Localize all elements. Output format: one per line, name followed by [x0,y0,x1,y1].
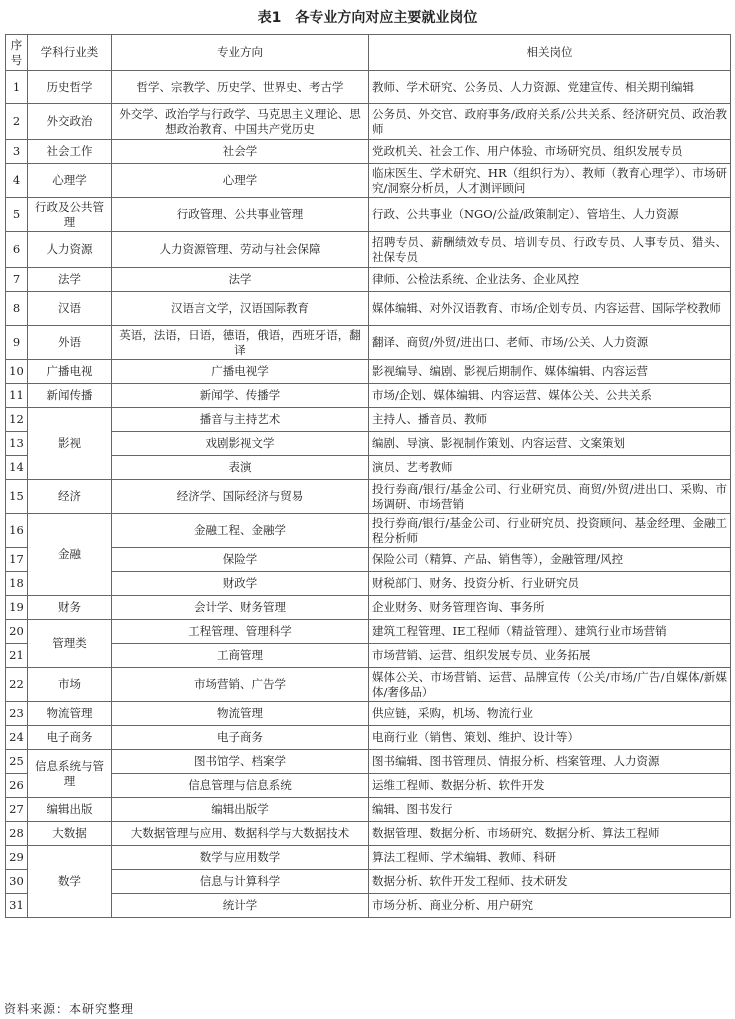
direction-cell: 统计学 [112,894,369,918]
row-number: 5 [6,198,28,232]
direction-cell: 大数据管理与应用、数据科学与大数据技术 [112,822,369,846]
table-row [6,644,731,668]
table-row [6,164,731,198]
jobs-cell: 律师、公检法系统、企业法务、企业风控 [369,268,731,292]
direction-cell: 信息管理与信息系统 [112,774,369,798]
jobs-cell: 算法工程师、学术编辑、教师、科研 [369,846,731,870]
row-number: 9 [6,326,28,360]
table-row [6,326,731,360]
direction-cell: 保险学 [112,548,369,572]
jobs-cell: 财税部门、财务、投资分析、行业研究员 [369,572,731,596]
row-number: 20 [6,620,28,644]
direction-cell: 汉语言文学，汉语国际教育 [112,292,369,326]
jobs-cell: 影视编导、编剧、影视后期制作、媒体编辑、内容运营 [369,360,731,384]
row-number: 1 [6,71,28,104]
direction-cell: 金融工程、金融学 [112,514,369,548]
industry-cell: 物流管理 [28,702,112,726]
direction-cell: 工商管理 [112,644,369,668]
direction-cell: 哲学、宗教学、历史学、世界史、考古学 [112,71,369,104]
jobs-cell: 保险公司（精算、产品、销售等），金融管理/风控 [369,548,731,572]
direction-cell: 戏剧影视文学 [112,432,369,456]
jobs-cell: 企业财务、财务管理咨询、事务所 [369,596,731,620]
industry-cell: 电子商务 [28,726,112,750]
jobs-cell: 临床医生、学术研究、HR（组织行为）、教师（教育心理学）、市场研究/洞察分析员，人才测评顾问 [369,164,731,198]
direction-cell: 广播电视学 [112,360,369,384]
jobs-cell: 电商行业（销售、策划、维护、设计等） [369,726,731,750]
jobs-cell: 图书编辑、图书管理员、情报分析、档案管理、人力资源 [369,750,731,774]
table-row [6,480,731,514]
row-number: 30 [6,870,28,894]
jobs-cell: 行政、公共事业（NGO/公益/政策制定）、管培生、人力资源 [369,198,731,232]
row-number: 25 [6,750,28,774]
row-number: 22 [6,668,28,702]
industry-cell: 市场 [28,668,112,702]
table-row [6,894,731,918]
header-no: 序号 [6,35,28,71]
industry-cell: 历史哲学 [28,71,112,104]
row-number: 12 [6,408,28,432]
table-row [6,232,731,268]
industry-cell: 金融 [28,514,112,596]
table-row [6,198,731,232]
table-row [6,774,731,798]
direction-cell: 经济学、国际经济与贸易 [112,480,369,514]
industry-cell: 行政及公共管理 [28,198,112,232]
direction-cell: 市场营销、广告学 [112,668,369,702]
direction-cell: 英语，法语，日语，德语，俄语，西班牙语，翻译 [112,326,369,360]
jobs-cell: 编辑、图书发行 [369,798,731,822]
jobs-cell: 公务员、外交官、政府事务/政府关系/公共关系、经济研究员、政治教师 [369,104,731,140]
table-row [6,292,731,326]
industry-cell: 法学 [28,268,112,292]
header-row [6,35,731,71]
employment-table [5,34,731,918]
table-row [6,456,731,480]
jobs-cell: 市场分析、商业分析、用户研究 [369,894,731,918]
row-number: 7 [6,268,28,292]
jobs-cell: 媒体编辑、对外汉语教育、市场/企划专员、内容运营、国际学校教师 [369,292,731,326]
jobs-cell: 建筑工程管理、IE工程师（精益管理）、建筑行业市场营销 [369,620,731,644]
table-row [6,596,731,620]
industry-cell: 外交政治 [28,104,112,140]
direction-cell: 播音与主持艺术 [112,408,369,432]
row-number: 3 [6,140,28,164]
jobs-cell: 演员、艺考教师 [369,456,731,480]
row-number: 10 [6,360,28,384]
jobs-cell: 市场营销、运营、组织发展专员、业务拓展 [369,644,731,668]
industry-cell: 大数据 [28,822,112,846]
table-row [6,870,731,894]
row-number: 4 [6,164,28,198]
jobs-cell: 数据管理、数据分析、市场研究、数据分析、算法工程师 [369,822,731,846]
direction-cell: 人力资源管理、劳动与社会保障 [112,232,369,268]
row-number: 17 [6,548,28,572]
table-row [6,572,731,596]
header-direction: 专业方向 [112,35,369,71]
jobs-cell: 媒体公关、市场营销、运营、品牌宣传（公关/市场/广告/自媒体/新媒体/奢侈品） [369,668,731,702]
direction-cell: 数学与应用数学 [112,846,369,870]
row-number: 21 [6,644,28,668]
row-number: 6 [6,232,28,268]
table-row [6,548,731,572]
row-number: 24 [6,726,28,750]
direction-cell: 工程管理、管理科学 [112,620,369,644]
table-row [6,408,731,432]
row-number: 29 [6,846,28,870]
table-row [6,432,731,456]
table-row [6,514,731,548]
jobs-cell: 教师、学术研究、公务员、人力资源、党建宣传、相关期刊编辑 [369,71,731,104]
row-number: 14 [6,456,28,480]
industry-cell: 数学 [28,846,112,918]
direction-cell: 社会学 [112,140,369,164]
table-row [6,384,731,408]
direction-cell: 物流管理 [112,702,369,726]
table-row [6,798,731,822]
industry-cell: 外语 [28,326,112,360]
industry-cell: 影视 [28,408,112,480]
table-row [6,846,731,870]
direction-cell: 编辑出版学 [112,798,369,822]
jobs-cell: 投行券商/银行/基金公司、行业研究员、投资顾问、基金经理、金融工程分析师 [369,514,731,548]
jobs-cell: 运维工程师、数据分析、软件开发 [369,774,731,798]
row-number: 16 [6,514,28,548]
industry-cell: 管理类 [28,620,112,668]
table-row [6,104,731,140]
direction-cell: 新闻学、传播学 [112,384,369,408]
row-number: 31 [6,894,28,918]
direction-cell: 心理学 [112,164,369,198]
header-jobs: 相关岗位 [369,35,731,71]
direction-cell: 信息与计算科学 [112,870,369,894]
table-row [6,750,731,774]
table-row [6,726,731,750]
jobs-cell: 翻译、商贸/外贸/进出口、老师、市场/公关、人力资源 [369,326,731,360]
direction-cell: 法学 [112,268,369,292]
table-row [6,620,731,644]
jobs-cell: 市场/企划、媒体编辑、内容运营、媒体公关、公共关系 [369,384,731,408]
industry-cell: 人力资源 [28,232,112,268]
jobs-cell: 投行券商/银行/基金公司、行业研究员、商贸/外贸/进出口、采购、市场调研、市场营销 [369,480,731,514]
jobs-cell: 数据分析、软件开发工程师、技术研发 [369,870,731,894]
row-number: 27 [6,798,28,822]
row-number: 11 [6,384,28,408]
industry-cell: 广播电视 [28,360,112,384]
table-row [6,71,731,104]
row-number: 23 [6,702,28,726]
direction-cell: 行政管理、公共事业管理 [112,198,369,232]
row-number: 2 [6,104,28,140]
table-row [6,360,731,384]
industry-cell: 社会工作 [28,140,112,164]
table-row [6,702,731,726]
row-number: 26 [6,774,28,798]
jobs-cell: 编剧、导演、影视制作策划、内容运营、文案策划 [369,432,731,456]
row-number: 8 [6,292,28,326]
industry-cell: 汉语 [28,292,112,326]
industry-cell: 财务 [28,596,112,620]
table-row [6,268,731,292]
direction-cell: 财政学 [112,572,369,596]
jobs-cell: 党政机关、社会工作、用户体验、市场研究员、组织发展专员 [369,140,731,164]
jobs-cell: 主持人、播音员、教师 [369,408,731,432]
table-row [6,140,731,164]
jobs-cell: 招聘专员、薪酬绩效专员、培训专员、行政专员、人事专员、猎头、社保专员 [369,232,731,268]
direction-cell: 图书馆学、档案学 [112,750,369,774]
table-row [6,668,731,702]
row-number: 19 [6,596,28,620]
industry-cell: 经济 [28,480,112,514]
table-title: 表1 各专业方向对应主要就业岗位 [257,10,478,26]
industry-cell: 编辑出版 [28,798,112,822]
table-row [6,822,731,846]
row-number: 18 [6,572,28,596]
jobs-cell: 供应链，采购，机场、物流行业 [369,702,731,726]
row-number: 15 [6,480,28,514]
direction-cell: 外交学、政治学与行政学、马克思主义理论、思想政治教育、中国共产党历史 [112,104,369,140]
industry-cell: 信息系统与管理 [28,750,112,798]
industry-cell: 新闻传播 [28,384,112,408]
source-note: 资料来源：本研究整理 [4,1002,135,1016]
direction-cell: 电子商务 [112,726,369,750]
industry-cell: 心理学 [28,164,112,198]
direction-cell: 会计学、财务管理 [112,596,369,620]
row-number: 28 [6,822,28,846]
direction-cell: 表演 [112,456,369,480]
header-industry: 学科行业类 [28,35,112,71]
row-number: 13 [6,432,28,456]
